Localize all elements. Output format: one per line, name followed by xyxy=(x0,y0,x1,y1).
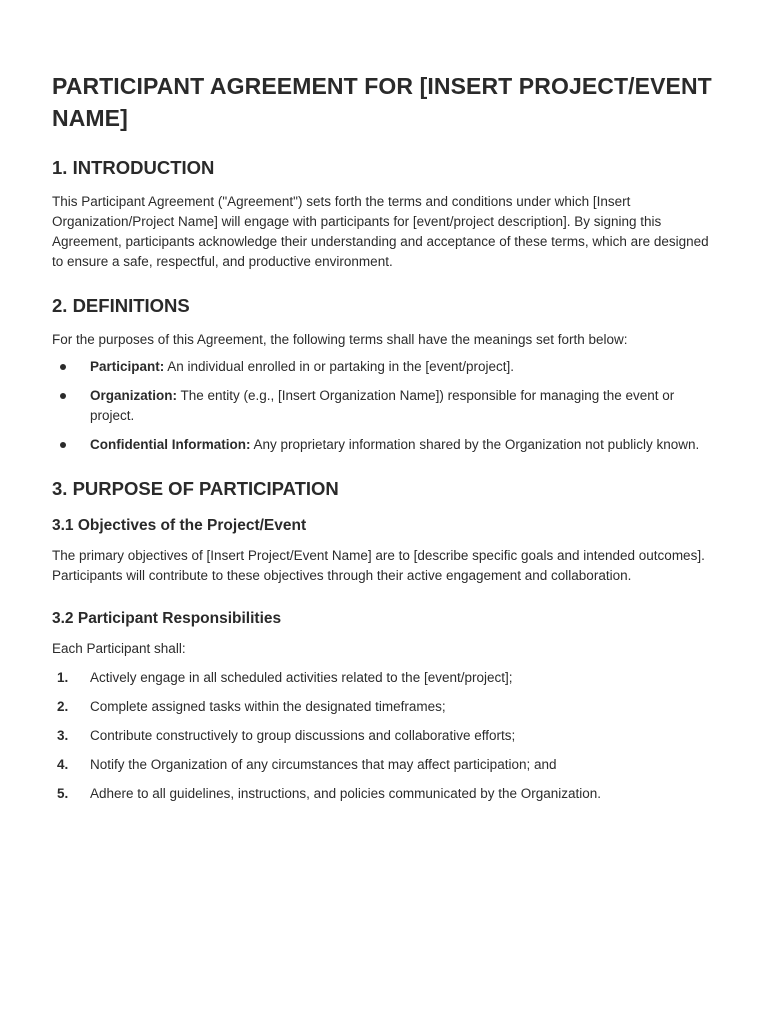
responsibility-text: Contribute constructively to group discussions and collaborative efforts; xyxy=(90,728,516,743)
definition-item xyxy=(52,435,722,455)
section-purpose xyxy=(52,477,722,804)
document-title: PARTICIPANT AGREEMENT FOR [INSERT PROJECT/EVENT NAME] xyxy=(52,73,712,131)
responsibility-item xyxy=(52,726,722,746)
section-heading-purpose: 3. PURPOSE OF PARTICIPATION xyxy=(52,478,339,499)
responsibility-text: Adhere to all guidelines, instructions, and policies communicated by the Organization. xyxy=(90,786,602,801)
bullet-icon xyxy=(60,442,66,448)
section-definitions xyxy=(52,294,722,455)
responsibility-item xyxy=(52,668,722,688)
definition-text: The entity (e.g., [Insert Organization Name]) responsible for managing the event or project. xyxy=(90,388,675,423)
list-number: 5. xyxy=(57,786,69,801)
objectives-paragraph: The primary objectives of [Insert Project/Event Name] are to [describe specific goals and intended outcomes]. Participants will contribute to these objectives through their active engagement and collaboration. xyxy=(52,548,705,583)
definition-item xyxy=(52,386,722,426)
definition-term: Confidential Information: xyxy=(90,437,251,452)
section-heading-definitions: 2. DEFINITIONS xyxy=(52,295,190,316)
responsibilities-intro: Each Participant shall: xyxy=(52,641,186,656)
bullet-icon xyxy=(60,364,66,370)
responsibility-item xyxy=(52,697,722,717)
document-page xyxy=(52,70,722,813)
definitions-intro: For the purposes of this Agreement, the following terms shall have the meanings set forth below: xyxy=(52,332,628,347)
subsection-heading-responsibilities: 3.2 Participant Responsibilities xyxy=(52,610,282,627)
definition-text: Any proprietary information shared by the Organization not publicly known. xyxy=(250,437,700,452)
responsibility-text: Complete assigned tasks within the designated timeframes; xyxy=(90,699,446,714)
definition-item xyxy=(52,357,722,377)
definition-term: Participant: xyxy=(90,359,165,374)
list-number: 2. xyxy=(57,699,69,714)
list-number: 4. xyxy=(57,757,69,772)
section-heading-introduction: 1. INTRODUCTION xyxy=(52,157,215,178)
bullet-icon xyxy=(60,393,66,399)
subsection-heading-objectives: 3.1 Objectives of the Project/Event xyxy=(52,517,307,534)
responsibilities-list xyxy=(52,668,722,804)
responsibility-text: Actively engage in all scheduled activities related to the [event/project]; xyxy=(90,670,513,685)
list-number: 3. xyxy=(57,728,69,743)
list-number: 1. xyxy=(57,670,69,685)
introduction-paragraph: This Participant Agreement ("Agreement") sets forth the terms and conditions under which [Insert Organization/Project Name] will engage with participants for [event/project description]. By signing this Agreement, participants acknowledge their understanding and acceptance of these terms, which are designed to ensure a safe, respectful, and productive environment. xyxy=(52,194,709,269)
definition-text: An individual enrolled in or partaking in the [event/project]. xyxy=(164,359,514,374)
definition-term: Organization: xyxy=(90,388,177,403)
section-introduction xyxy=(52,156,722,272)
responsibility-text: Notify the Organization of any circumstances that may affect participation; and xyxy=(90,757,557,772)
definitions-list xyxy=(52,357,722,455)
responsibility-item xyxy=(52,755,722,775)
responsibility-item xyxy=(52,784,722,804)
